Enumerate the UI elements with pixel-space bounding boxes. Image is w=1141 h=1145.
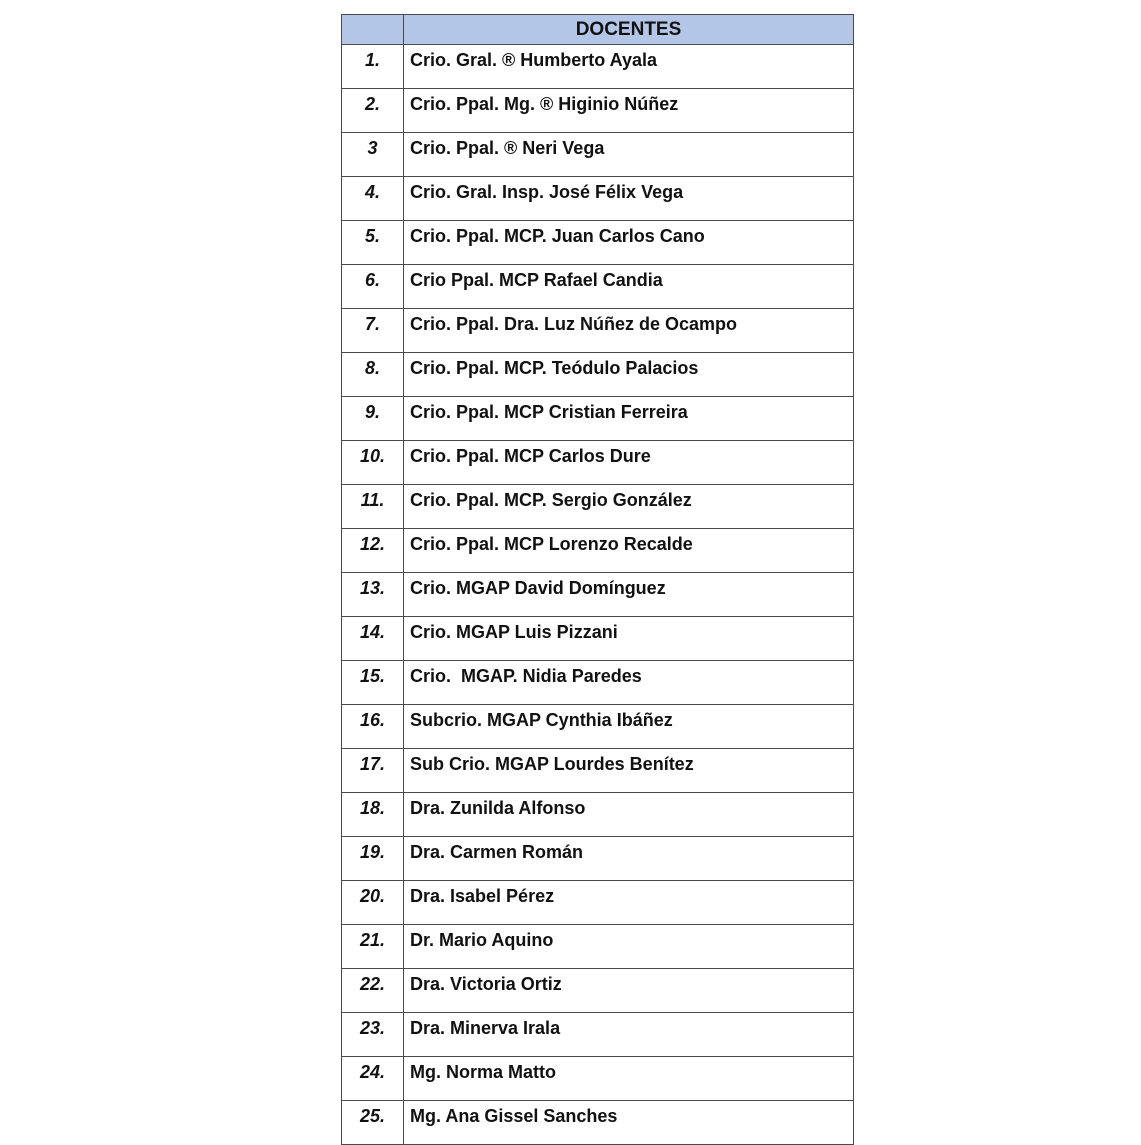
row-name: Crio. Ppal. MCP. Teódulo Palacios — [404, 353, 854, 397]
row-name: Crio. Ppal. MCP. Sergio González — [404, 485, 854, 529]
row-number: 17. — [342, 749, 404, 793]
row-number: 6. — [342, 265, 404, 309]
row-number: 9. — [342, 397, 404, 441]
row-name: Sub Crio. MGAP Lourdes Benítez — [404, 749, 854, 793]
row-name: Subcrio. MGAP Cynthia Ibáñez — [404, 705, 854, 749]
table-row — [342, 617, 854, 661]
row-name: Crio. Ppal. MCP Lorenzo Recalde — [404, 529, 854, 573]
row-number: 15. — [342, 661, 404, 705]
table-row — [342, 221, 854, 265]
table-row — [342, 705, 854, 749]
row-name: Dra. Isabel Pérez — [404, 881, 854, 925]
row-name: Crio. Ppal. MCP Carlos Dure — [404, 441, 854, 485]
row-name: Crio Ppal. MCP Rafael Candia — [404, 265, 854, 309]
table-row — [342, 45, 854, 89]
row-name: Crio. Ppal. Mg. ® Higinio Núñez — [404, 89, 854, 133]
table-row — [342, 309, 854, 353]
row-number: 8. — [342, 353, 404, 397]
table-row — [342, 133, 854, 177]
docentes-table — [341, 14, 854, 1145]
row-number: 22. — [342, 969, 404, 1013]
row-name: Crio. Ppal. MCP. Juan Carlos Cano — [404, 221, 854, 265]
row-name: Dra. Minerva Irala — [404, 1013, 854, 1057]
table-row — [342, 177, 854, 221]
table-row — [342, 749, 854, 793]
table-row — [342, 1101, 854, 1145]
row-number: 7. — [342, 309, 404, 353]
row-name: Crio. Gral. Insp. José Félix Vega — [404, 177, 854, 221]
table-row — [342, 1013, 854, 1057]
row-name: Crio. MGAP David Domínguez — [404, 573, 854, 617]
row-number: 16. — [342, 705, 404, 749]
row-number: 21. — [342, 925, 404, 969]
row-number: 11. — [342, 485, 404, 529]
table-row — [342, 89, 854, 133]
header-docentes-cell: DOCENTES — [404, 15, 854, 45]
row-number: 25. — [342, 1101, 404, 1145]
row-number: 19. — [342, 837, 404, 881]
row-name: Crio. Ppal. ® Neri Vega — [404, 133, 854, 177]
table-row — [342, 837, 854, 881]
table-row — [342, 485, 854, 529]
row-name: Mg. Norma Matto — [404, 1057, 854, 1101]
row-number: 20. — [342, 881, 404, 925]
table-row — [342, 969, 854, 1013]
row-number: 23. — [342, 1013, 404, 1057]
table-body — [342, 45, 854, 1145]
row-number: 12. — [342, 529, 404, 573]
row-name: Dra. Victoria Ortiz — [404, 969, 854, 1013]
row-name: Mg. Ana Gissel Sanches — [404, 1101, 854, 1145]
row-number: 10. — [342, 441, 404, 485]
row-name: Dr. Mario Aquino — [404, 925, 854, 969]
row-name: Crio. MGAP Luis Pizzani — [404, 617, 854, 661]
table-row — [342, 573, 854, 617]
row-number: 24. — [342, 1057, 404, 1101]
header-number-cell — [342, 15, 404, 45]
table-header-row — [342, 15, 854, 45]
table-row — [342, 353, 854, 397]
docentes-table-container — [341, 14, 853, 1145]
row-name: Crio. Gral. ® Humberto Ayala — [404, 45, 854, 89]
table-row — [342, 925, 854, 969]
table-row — [342, 529, 854, 573]
table-row — [342, 881, 854, 925]
row-name: Crio. Ppal. Dra. Luz Núñez de Ocampo — [404, 309, 854, 353]
table-row — [342, 793, 854, 837]
table-row — [342, 397, 854, 441]
row-name: Dra. Zunilda Alfonso — [404, 793, 854, 837]
table-row — [342, 265, 854, 309]
row-number: 18. — [342, 793, 404, 837]
table-row — [342, 661, 854, 705]
row-name: Dra. Carmen Román — [404, 837, 854, 881]
row-name: Crio. MGAP. Nidia Paredes — [404, 661, 854, 705]
row-number: 5. — [342, 221, 404, 265]
row-number: 3 — [342, 133, 404, 177]
row-number: 4. — [342, 177, 404, 221]
row-name: Crio. Ppal. MCP Cristian Ferreira — [404, 397, 854, 441]
row-number: 14. — [342, 617, 404, 661]
row-number: 13. — [342, 573, 404, 617]
row-number: 2. — [342, 89, 404, 133]
table-row — [342, 1057, 854, 1101]
table-row — [342, 441, 854, 485]
row-number: 1. — [342, 45, 404, 89]
